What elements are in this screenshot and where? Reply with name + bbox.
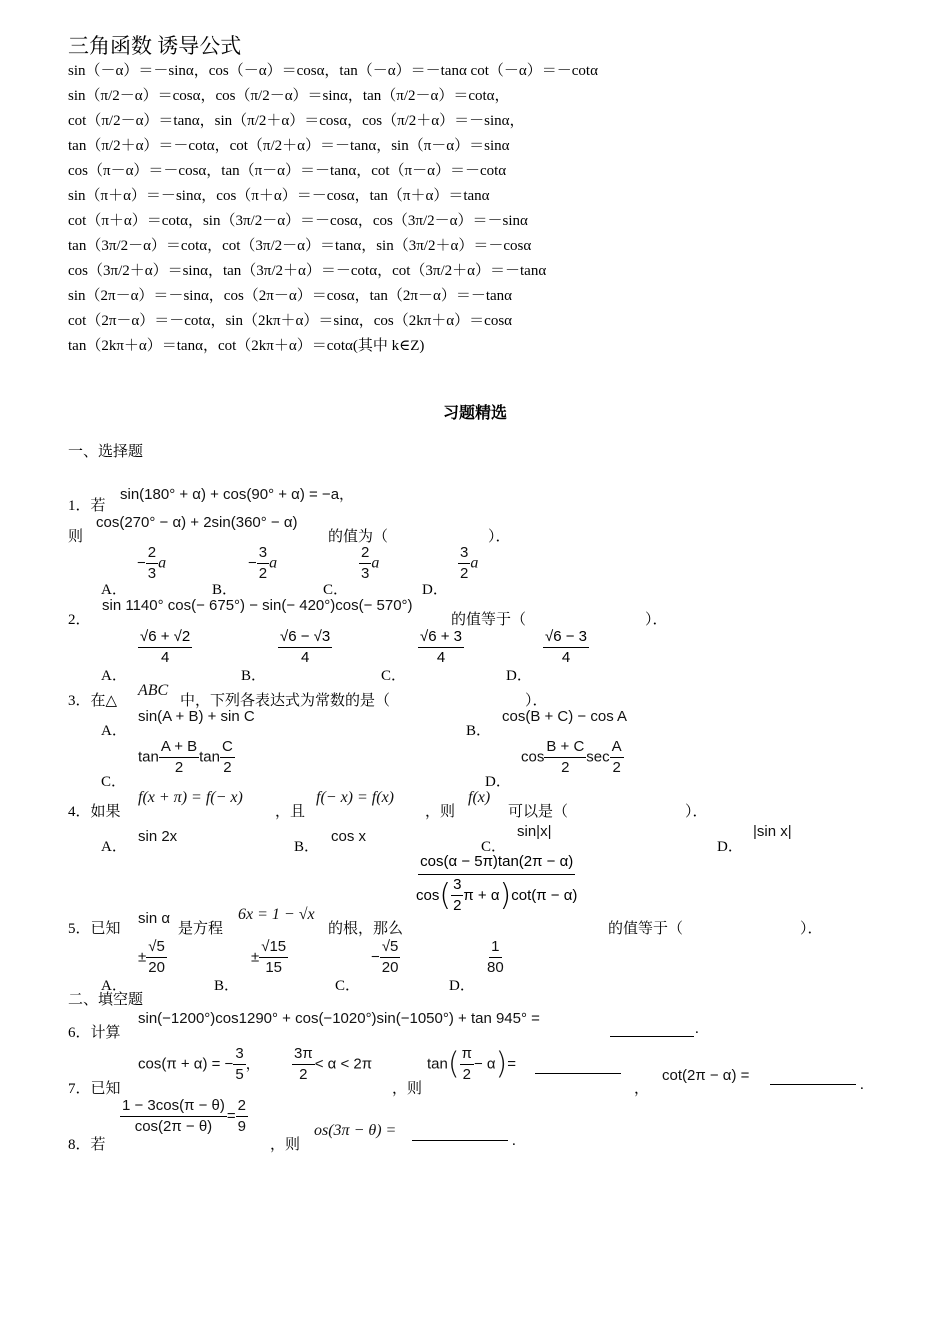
q3-triangle: ABC [138, 682, 169, 699]
q7-then: ，则 [392, 1081, 423, 1097]
q4-fx: f(x) [468, 789, 491, 806]
q3-option-d: cos $\frac{B + C}{2}$ sec $\frac{A}{2}$ [521, 738, 622, 776]
formula-line: sin（－α）＝－sinα，cos（－α）＝cosα，tan（－α）＝－tanα cot（－α）＝－cotα [68, 63, 598, 79]
q2-option-d: $\frac{√6 - 3}{4}$ [545, 628, 588, 666]
q5-option-b-label: B． [214, 978, 240, 994]
q4-then: ，则 [425, 804, 456, 820]
formula-line: tan（π/2＋α）＝－cotα，cot（π/2＋α）＝－tanα，sin（π－α）＝sinα [68, 138, 510, 154]
q7-tan-answer-blank[interactable] [535, 1057, 621, 1074]
q4-condition-1: f(x + π) = f(− x) [138, 789, 243, 806]
q7-condition-range: $\frac{3\pi}{2}$ < α < 2π [294, 1045, 373, 1083]
q8-then: ，则 [270, 1137, 301, 1153]
q4-option-c: sin|x| [517, 823, 552, 840]
q7-cot-answer-blank[interactable] [770, 1068, 856, 1085]
q5-option-a: ± $\frac{√5}{20}$ [138, 938, 165, 976]
q2-option-a-label: A． [101, 668, 127, 684]
q8-expression: os(3π − θ) = [314, 1122, 397, 1139]
q1-target-expression: cos(270° − α) + 2sin(360° − α) [96, 514, 298, 531]
q7-dot: . [860, 1077, 864, 1093]
q1-option-b-label: B． [212, 582, 238, 598]
q3-option-a: sin(A + B) + sin C [138, 708, 255, 725]
formula-line: tan（3π/2－α）＝cotα，cot（3π/2－α）＝tanα，sin（3π/2＋α）＝－cosα [68, 238, 532, 254]
q5-sin-alpha: sin α [138, 910, 171, 927]
q4-condition-2: f(− x) = f(x) [316, 789, 394, 806]
q7-number: 7．已知 [68, 1081, 121, 1097]
q1-given-expression: sin(180° + α) + cos(90° + α) = −a， [120, 486, 355, 503]
formula-line: cos（π－α）＝－cosα，tan（π－α）＝－tanα，cot（π－α）＝－cotα [68, 163, 507, 179]
q1-number: 1．若 [68, 498, 106, 514]
q3-close: ）． [525, 693, 548, 709]
formula-line: sin（2π－α）＝－sinα，cos（2π－α）＝cosα，tan（2π－α）＝－tanα [68, 288, 513, 304]
q1-option-a: − $\frac{2}{3}$ a [137, 544, 167, 582]
q8-dot: . [512, 1133, 516, 1149]
q1-option-d: $\frac{3}{2}$ a [460, 544, 479, 582]
q2-option-c-label: C． [381, 668, 407, 684]
q4-option-b-label: B． [294, 839, 320, 855]
formula-line: tan（2kπ＋α）＝tanα，cot（2kπ＋α）＝cotα(其中 k∈Z) [68, 338, 425, 354]
q5-option-d: $\frac{1}{80}$ [487, 938, 504, 976]
q7-tan-expression: tan( $\frac{\pi}{2}$ − α)= [427, 1045, 517, 1083]
q2-option-a: $\frac{√6 + √2}{4}$ [140, 628, 191, 666]
q1-option-a-label: A． [101, 582, 127, 598]
q5-number: 5．已知 [68, 921, 121, 937]
q3-option-b-label: B． [466, 723, 492, 739]
q1-option-c-label: C． [323, 582, 349, 598]
formula-line: cot（π/2－α）＝tanα，sin（π/2＋α）＝cosα，cos（π/2＋α）＝－sinα， [68, 113, 525, 129]
q5-big-fraction: cos(α − 5π)tan(2π − α) cos ( $\frac{3}{2}$ π + α ) cot(π − α) [414, 850, 579, 916]
page-title: 三角函数 诱导公式 [68, 34, 242, 58]
q2-number: 2． [68, 612, 91, 628]
q5-root-text: 的根，那么 [328, 921, 404, 937]
q1-option-b: − $\frac{3}{2}$ a [248, 544, 278, 582]
q1-close: ）． [488, 529, 511, 545]
q5-is-root: 是方程 [178, 921, 224, 937]
q8-number: 8．若 [68, 1137, 106, 1153]
formula-line: sin（π＋α）＝－sinα，cos（π＋α）＝－cosα，tan（π＋α）＝tanα [68, 188, 490, 204]
q3-option-d-label: D． [485, 774, 511, 790]
formula-line: cot（π＋α）＝cotα，sin（3π/2－α）＝－cosα，cos（3π/2－α）＝－sinα [68, 213, 528, 229]
q5-tail: 的值等于（ [608, 921, 684, 937]
q4-option-a-label: A． [101, 839, 127, 855]
q8-condition: $\frac{1 - 3\cos(\pi - \theta)}{\cos(2\pi - \theta)}$ = $\frac{2}{9}$ [122, 1097, 247, 1135]
q7-condition-cos: cos(π + α) = − $\frac{3}{5}$ ， [138, 1045, 261, 1083]
q5-option-b: ± $\frac{√15}{15}$ [251, 938, 287, 976]
q4-number: 4．如果 [68, 804, 121, 820]
q2-tail: 的值等于（ [451, 612, 527, 628]
q3-number: 3．在△ [68, 693, 118, 709]
q3-tail: 中，下列各表达式为常数的是（ [180, 693, 391, 709]
q1-then: 则 [68, 529, 84, 545]
q5-close: ）． [800, 921, 823, 937]
q4-option-b: cos x [331, 828, 367, 845]
q4-tail: 可以是（ [508, 804, 569, 820]
formula-line: cot（2π－α）＝－cotα，sin（2kπ＋α）＝sinα，cos（2kπ＋α）＝cosα [68, 313, 513, 329]
q2-option-c: $\frac{√6 + 3}{4}$ [420, 628, 463, 666]
q6-dot: . [695, 1021, 699, 1037]
q7-cot-expression: cot(2π − α) = [662, 1067, 750, 1084]
formula-line: sin（π/2－α）＝cosα，cos（π/2－α）＝sinα，tan（π/2－α）＝cotα， [68, 88, 510, 104]
q1-option-c: $\frac{2}{3}$ a [361, 544, 380, 582]
q4-option-c-label: C． [481, 839, 507, 855]
q2-expression: sin 1140° cos(− 675°) − sin(− 420°)cos(− 570°) [102, 597, 413, 614]
q2-option-b: $\frac{√6 - √3}{4}$ [280, 628, 331, 666]
q3-option-b: cos(B + C) − cos A [502, 708, 628, 725]
q2-close: ）． [645, 612, 668, 628]
q5-option-a-label: A． [101, 978, 127, 994]
q4-close: ）． [685, 804, 708, 820]
q3-option-a-label: A． [101, 723, 127, 739]
q5-option-c-label: C． [335, 978, 361, 994]
q1-option-d-label: D． [422, 582, 448, 598]
q7-separator: ， [634, 1081, 650, 1097]
q4-option-d-label: D． [717, 839, 743, 855]
exercises-title: 习题精选 [442, 405, 507, 422]
q8-answer-blank[interactable] [412, 1124, 508, 1141]
q4-and: ，且 [275, 804, 306, 820]
q4-option-a: sin 2x [138, 828, 178, 845]
q5-option-c: − $\frac{√5}{20}$ [371, 938, 399, 976]
q5-equation: 6x = 1 − √x [238, 906, 315, 923]
q2-option-d-label: D． [506, 668, 532, 684]
q3-option-c-label: C． [101, 774, 127, 790]
q6-answer-blank[interactable] [610, 1020, 694, 1037]
q3-option-c: tan $\frac{A + B}{2}$ tan $\frac{C}{2}$ [138, 738, 233, 776]
q1-tail: 的值为（ [328, 529, 389, 545]
q5-option-d-label: D． [449, 978, 475, 994]
q6-number: 6．计算 [68, 1025, 121, 1041]
q2-option-b-label: B． [241, 668, 267, 684]
section-heading-choice: 一、选择题 [68, 444, 144, 460]
formula-line: cos（3π/2＋α）＝sinα，tan（3π/2＋α）＝－cotα，cot（3π/2＋α）＝－tanα [68, 263, 547, 279]
q6-expression: sin(−1200°)cos1290° + cos(−1020°)sin(−1050°) + tan 945° = [138, 1010, 540, 1027]
q4-option-d: |sin x| [753, 823, 792, 840]
section-heading-fill: 二、填空题 [68, 992, 144, 1008]
